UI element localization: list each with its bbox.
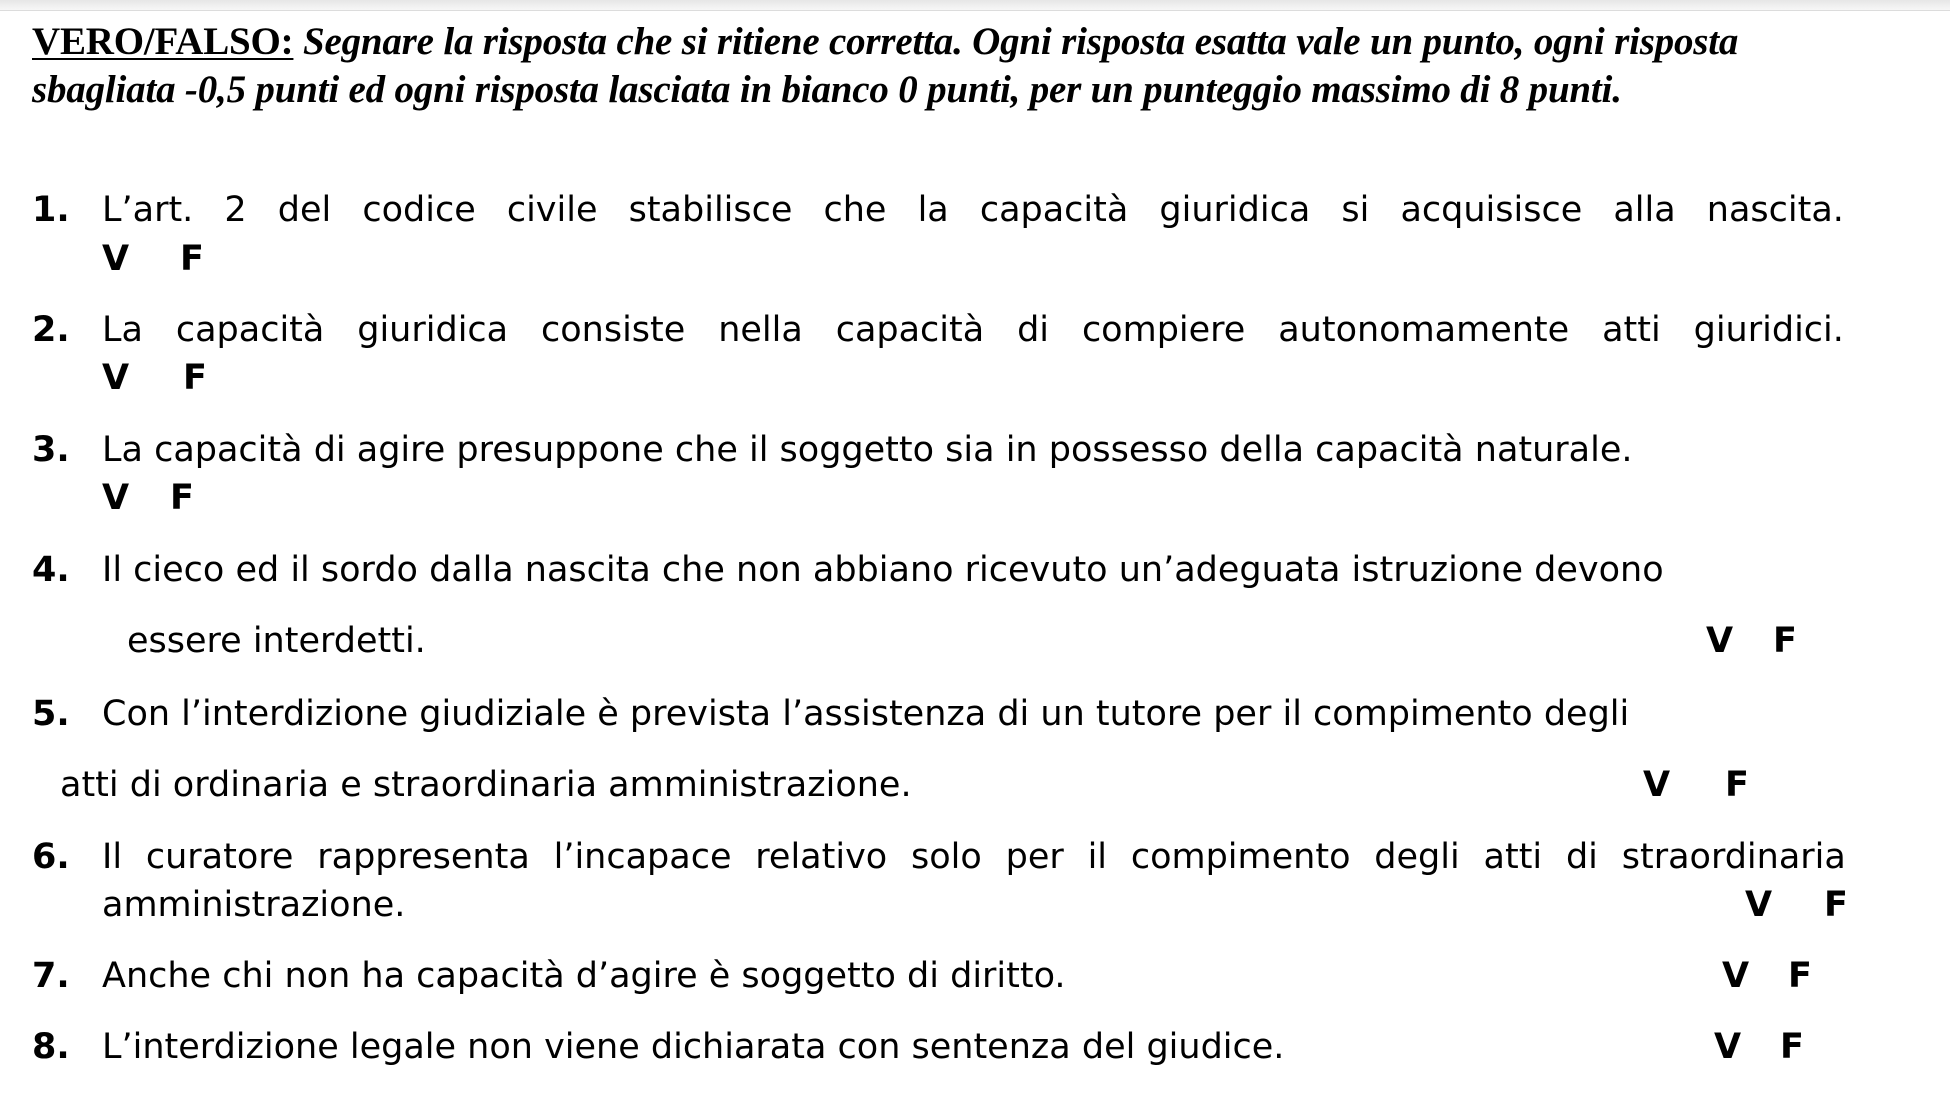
question-word: del	[277, 190, 332, 230]
question-word: Il	[102, 837, 123, 877]
question-word: nella	[718, 310, 803, 350]
question-word: atti	[1483, 837, 1543, 877]
false-option[interactable]: F	[1824, 885, 1848, 925]
question-text: Anche chi non ha capacità d’agire è soggetto di diritto.	[102, 956, 1066, 996]
question-number: 4.	[32, 550, 70, 590]
question-text	[102, 833, 1846, 881]
true-option[interactable]: V	[1745, 885, 1773, 925]
question-number: 1.	[32, 190, 70, 230]
question-word: capacità	[979, 190, 1129, 230]
true-option[interactable]: V	[1706, 621, 1734, 661]
instructions-paragraph	[32, 18, 1822, 114]
question-text: Con l’interdizione giudiziale è prevista l’assistenza di un tutore per il compimento degli	[102, 694, 1630, 734]
question-word: per	[1005, 837, 1064, 877]
question-word: di	[1565, 837, 1598, 877]
question-word: 2	[224, 190, 247, 230]
question-word: autonomamente	[1278, 310, 1570, 350]
question-word: giuridica	[1159, 190, 1311, 230]
question-word: curatore	[145, 837, 294, 877]
question-number: 5.	[32, 694, 70, 734]
question-word: giuridica	[357, 310, 509, 350]
question-word: compimento	[1130, 837, 1351, 877]
true-option[interactable]: V	[102, 478, 130, 518]
false-option[interactable]: F	[1725, 765, 1749, 805]
question-word: degli	[1374, 837, 1460, 877]
question-number: 8.	[32, 1027, 70, 1067]
true-option[interactable]: V	[1722, 956, 1750, 996]
question-number: 7.	[32, 956, 70, 996]
true-option[interactable]: V	[102, 358, 130, 398]
question-text: La capacità di agire presuppone che il soggetto sia in possesso della capacità naturale.	[102, 430, 1633, 470]
question-word: La	[102, 310, 143, 350]
false-option[interactable]: F	[180, 239, 204, 279]
question-word: nascita.	[1706, 190, 1844, 230]
question-word: giuridici.	[1693, 310, 1844, 350]
false-option[interactable]: F	[183, 358, 207, 398]
question-text	[102, 186, 1844, 234]
question-word: il	[1087, 837, 1108, 877]
question-word: alla	[1613, 190, 1676, 230]
question-word: che	[823, 190, 887, 230]
instructions-text: Segnare la risposta che si ritiene corretta. Ogni risposta esatta vale un punto, ogni risposta sbagliata -0,5 punti ed ogni risposta lasciata in bianco 0 punti, per un punteggio massimo di 8 punti.	[32, 20, 1739, 111]
question-number: 6.	[32, 837, 70, 877]
question-word: atti	[1602, 310, 1661, 350]
true-option[interactable]: V	[102, 239, 130, 279]
instructions-heading: VERO/FALSO:	[32, 20, 294, 63]
question-text	[102, 306, 1844, 354]
question-word: si	[1341, 190, 1370, 230]
question-word: di	[1017, 310, 1050, 350]
question-word: la	[917, 190, 949, 230]
question-word: solo	[911, 837, 982, 877]
question-text-continued: amministrazione.	[102, 885, 406, 925]
question-word: compiere	[1081, 310, 1246, 350]
question-word: stabilisce	[628, 190, 793, 230]
false-option[interactable]: F	[1780, 1027, 1804, 1067]
question-word: l’incapace	[553, 837, 732, 877]
question-word: consiste	[541, 310, 686, 350]
question-word: acquisisce	[1400, 190, 1583, 230]
false-option[interactable]: F	[1773, 621, 1797, 661]
question-word: L’art.	[102, 190, 194, 230]
true-option[interactable]: V	[1643, 765, 1671, 805]
false-option[interactable]: F	[1788, 956, 1812, 996]
question-word: relativo	[755, 837, 888, 877]
true-option[interactable]: V	[1714, 1027, 1742, 1067]
false-option[interactable]: F	[170, 478, 194, 518]
question-text-continued: atti di ordinaria e straordinaria amministrazione.	[60, 765, 912, 805]
question-number: 2.	[32, 310, 70, 350]
question-word: capacità	[175, 310, 325, 350]
question-word: straordinaria	[1621, 837, 1846, 877]
question-text: Il cieco ed il sordo dalla nascita che non abbiano ricevuto un’adeguata istruzione devono	[102, 550, 1664, 590]
question-text: L’interdizione legale non viene dichiarata con sentenza del giudice.	[102, 1027, 1285, 1067]
question-word: rappresenta	[317, 837, 530, 877]
question-word: civile	[506, 190, 598, 230]
question-text-continued: essere interdetti.	[127, 621, 426, 661]
question-number: 3.	[32, 430, 70, 470]
top-border	[0, 0, 1950, 11]
question-word: codice	[362, 190, 476, 230]
question-word: capacità	[835, 310, 985, 350]
